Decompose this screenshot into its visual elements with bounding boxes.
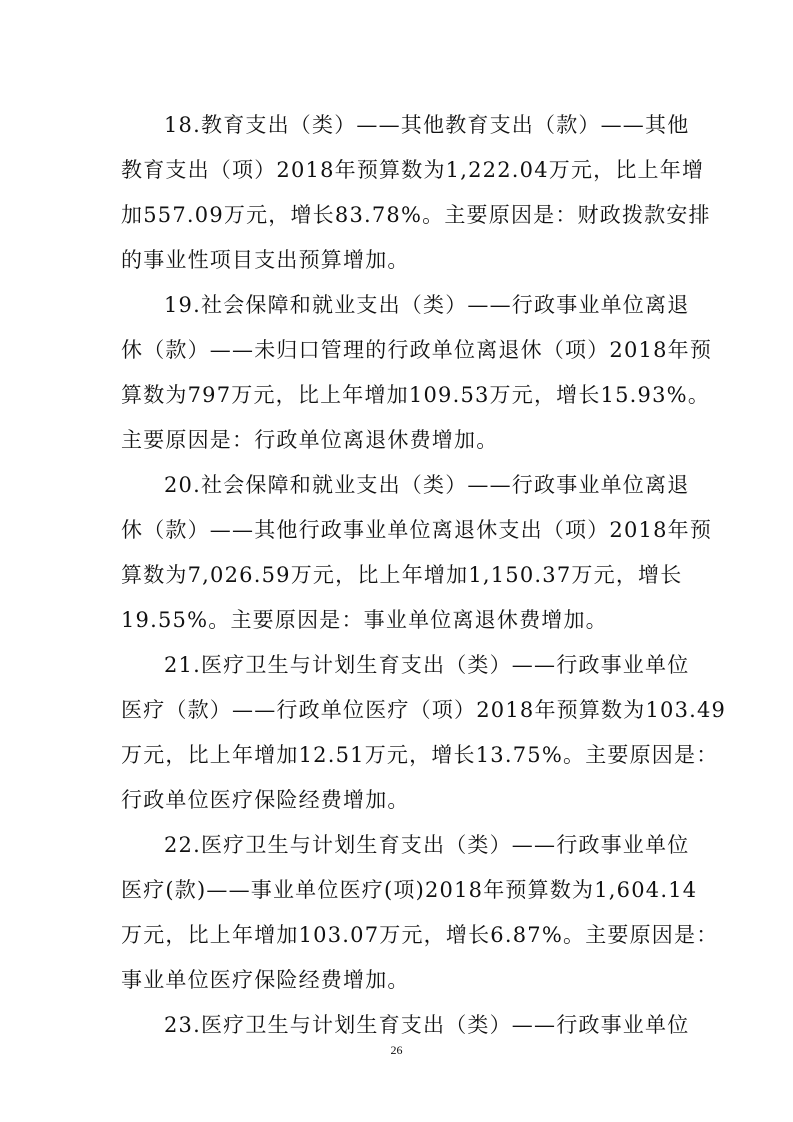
paragraph-19 (121, 283, 713, 463)
text-line: 事业单位医疗保险经费增加。 (121, 968, 410, 992)
text-line: 医疗（款）——行政单位医疗（项）2018年预算数为103.49 (121, 698, 727, 722)
text-line: 休（款）——其他行政事业单位离退休支出（项）2018年预 (121, 518, 713, 542)
text-line: 20.社会保障和就业支出（类）——行政事业单位离退 (164, 473, 690, 497)
text-line: 19.55%。主要原因是：事业单位离退休费增加。 (121, 608, 608, 632)
text-line: 算数为7,026.59万元，比上年增加1,150.37万元，增长 (121, 563, 683, 587)
text-line: 的事业性项目支出预算增加。 (121, 248, 410, 272)
text-line: 教育支出（项）2018年预算数为1,222.04万元，比上年增 (121, 158, 705, 182)
text-line: 主要原因是：行政单位离退休费增加。 (121, 428, 499, 452)
text-line: 19.社会保障和就业支出（类）——行政事业单位离退 (164, 293, 690, 317)
paragraph-21 (121, 643, 727, 823)
text-line: 18.教育支出（类）——其他教育支出（款）——其他 (164, 113, 690, 137)
paragraph-22 (121, 823, 719, 1003)
text-line: 万元，比上年增加12.51万元，增长13.75%。主要原因是： (121, 743, 719, 767)
paragraph-18 (121, 103, 711, 283)
text-line: 算数为797万元，比上年增加109.53万元，增长15.93%。 (121, 383, 711, 407)
text-line: 医疗(款)——事业单位医疗(项)2018年预算数为1,604.14 (121, 878, 698, 902)
text-line: 22.医疗卫生与计划生育支出（类）——行政事业单位 (164, 833, 690, 857)
text-line: 23.医疗卫生与计划生育支出（类）——行政事业单位 (164, 1013, 690, 1037)
page-number: 26 (390, 1043, 403, 1057)
text-line: 21.医疗卫生与计划生育支出（类）——行政事业单位 (164, 653, 690, 677)
paragraph-20 (121, 463, 713, 643)
text-line: 加557.09万元，增长83.78%。主要原因是：财政拨款安排 (121, 203, 711, 227)
text-line: 行政单位医疗保险经费增加。 (121, 788, 410, 812)
text-line: 万元，比上年增加103.07万元，增长6.87%。主要原因是： (121, 923, 719, 947)
text-line: 休（款）——未归口管理的行政单位离退休（项）2018年预 (121, 338, 713, 362)
body-text (121, 103, 727, 1048)
